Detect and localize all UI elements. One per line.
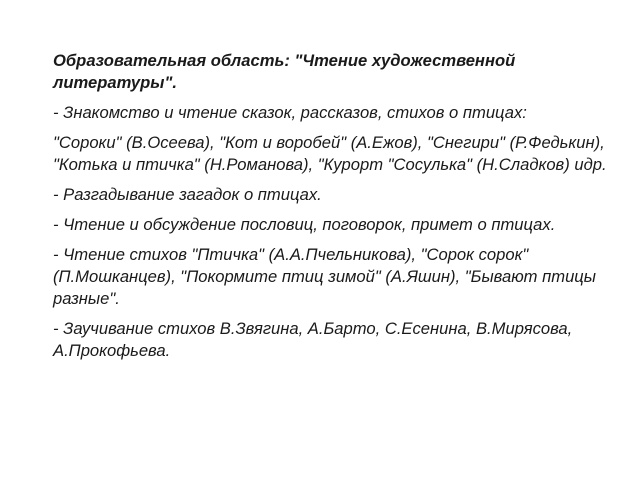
paragraph-book-list: "Сороки" (В.Осеева), "Кот и воробей" (А.Ежов), "Снегири" (Р.Федькин), "Котька и птичка" (Н.Романова), "Курорт "Сосулька" (Н.Сладков) идр. xyxy=(53,133,607,174)
paragraph-poems-memorizing: - Заучивание стихов В.Звягина, А.Барто, С.Есенина, В.Мирясова, А.Прокофьева. xyxy=(53,319,573,360)
paragraph-riddles: - Разгадывание загадок о птицах. xyxy=(53,185,322,204)
paragraph-poems-reading: - Чтение стихов "Птичка" (А.А.Пчельникова), "Сорок сорок" (П.Мошканцев), "Покормите птиц зимой" (А.Яшин), "Бывают птицы разные". xyxy=(53,245,596,308)
paragraph-intro: - Знакомство и чтение сказок, рассказов, стихов о птицах: xyxy=(53,103,527,122)
heading: Образовательная область: "Чтение художественной литературы". xyxy=(53,51,516,92)
paragraph-proverbs: - Чтение и обсуждение пословиц, поговорок, примет о птицах. xyxy=(53,215,556,234)
text-body xyxy=(53,50,623,370)
